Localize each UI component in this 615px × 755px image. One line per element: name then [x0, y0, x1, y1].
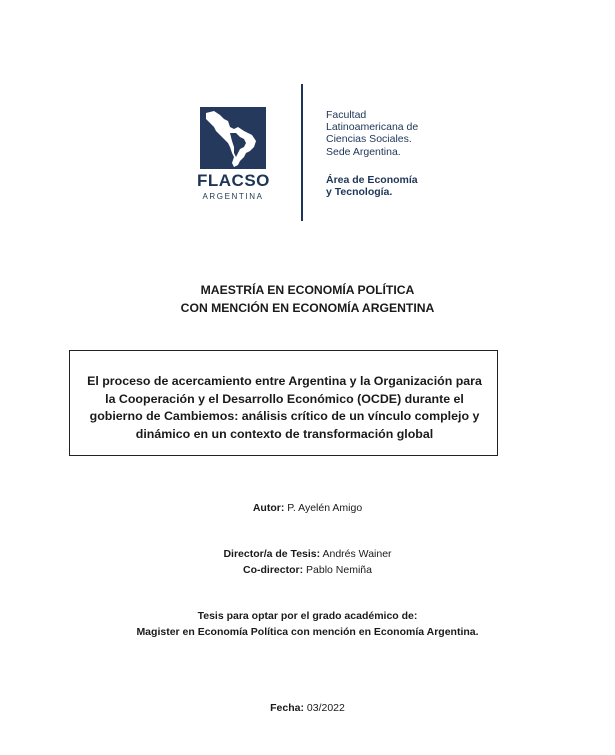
thesis-title-line: gobierno de Cambiemos: análisis crítico de un vínculo complejo y	[89, 409, 480, 423]
flacso-sub-wordmark: ARGENTINA	[202, 192, 264, 201]
institution-line: Sede Argentina.	[326, 145, 401, 158]
thesis-title-line: dinámico en un contexto de transformación global	[135, 426, 434, 441]
latin-america-emblem-icon	[200, 107, 266, 169]
area-line: Área de Economía	[326, 174, 418, 186]
thesis-title-line: la Cooperación y el Desarrollo Económico (OCDE) durante el	[105, 391, 464, 406]
director-line	[0, 548, 615, 560]
thesis-title	[80, 373, 489, 443]
degree-line-2: Magister en Economía Política con mención en Economía Argentina.	[136, 626, 479, 638]
thesis-title-box	[69, 350, 498, 456]
author-value: P. Ayelén Amigo	[287, 502, 363, 514]
institution-line: Latinoamericana de	[326, 121, 419, 134]
institution-name	[326, 109, 456, 158]
codirector-line	[0, 564, 615, 576]
director-value: Andrés Wainer	[322, 548, 392, 560]
date-line	[0, 702, 615, 714]
institution-area	[326, 174, 456, 198]
institution-line: Facultad	[326, 109, 367, 121]
codirector-label: Co-director:	[243, 564, 304, 576]
date-value: 03/2022	[306, 702, 345, 714]
author-line	[0, 502, 615, 514]
flacso-wordmark: FLACSO	[197, 171, 270, 190]
area-line: y Tecnología.	[326, 186, 393, 199]
director-label: Director/a de Tesis:	[223, 548, 321, 560]
logo-divider	[301, 84, 303, 221]
program-title-line-2: CON MENCIÓN EN ECONOMÍA ARGENTINA	[180, 301, 435, 315]
thesis-title-line: El proceso de acercamiento entre Argentina y la Organización para	[87, 374, 482, 388]
degree-line-1: Tesis para optar por el grado académico de:	[197, 610, 418, 622]
codirector-value: Pablo Nemiña	[306, 564, 372, 576]
program-title-line-1: MAESTRÍA EN ECONOMÍA POLÍTICA	[200, 283, 415, 297]
date-label: Fecha:	[270, 702, 304, 714]
institution-line: Ciencias Sociales.	[326, 133, 412, 146]
author-label: Autor:	[252, 502, 285, 514]
